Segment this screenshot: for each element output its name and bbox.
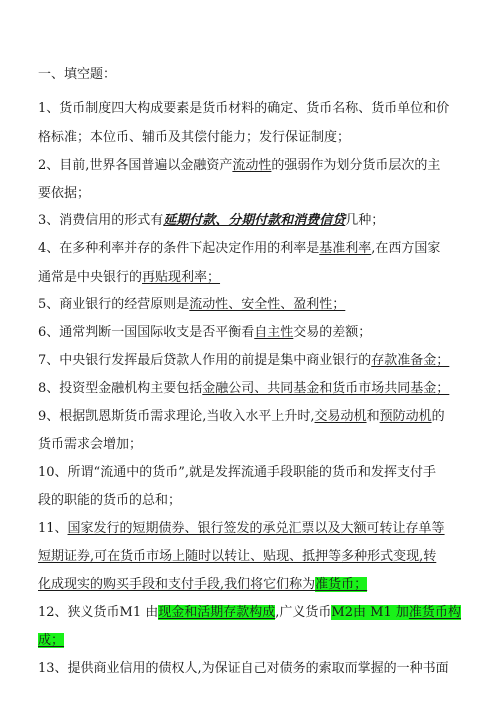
q1-line-2: 格标准；本位币、辅币及其偿付能力；发行保证制度；	[38, 130, 351, 145]
q4-answer-2: 再贴现利率；	[142, 270, 221, 285]
q3-answer: 延期付款、分期付款和消费信贷	[163, 213, 346, 228]
q12-answer-1: 现金和活期存款构成	[158, 605, 276, 620]
q9-text-end: 的	[431, 409, 445, 424]
q8-line-1	[38, 381, 449, 397]
q2-text: 2、目前,世界各国普遍以金融资产	[38, 158, 233, 173]
q5-answer: 流动性、安全性、盈利性；	[189, 297, 346, 312]
q12-line-1	[38, 605, 461, 621]
q11-line-2	[38, 549, 436, 565]
q9-answer-1: 交易动机	[314, 409, 367, 424]
q11-text-3: 化成现实的购买手段和支付手段,我们将它们称为	[38, 577, 316, 592]
q6-text: 6、通常判断一国国际收支是否平衡看	[38, 325, 255, 340]
section-heading: 一、填空题：	[38, 67, 117, 82]
q9-line-2: 货币需求会增加；	[38, 437, 143, 452]
q1-line-1: 1、货币制度四大构成要素是货币材料的确定、货币名称、货币单位和价	[38, 101, 450, 116]
q8-answer: 金融公司、共同基金和货币市场共同基金；	[202, 381, 450, 396]
q9-text: 9、根据凯恩斯货币需求理论,当收入水平上升时,	[38, 409, 315, 424]
q7-text: 7、中央银行发挥最后贷款人作用的前提是集中商业银行的	[38, 353, 372, 368]
q10-line-1: 10、所谓“流通中的货币”,就是发挥流通手段职能的货币和发挥支付手	[38, 465, 436, 480]
q2-line-2: 要依据；	[38, 186, 91, 201]
q11-line-1	[38, 521, 445, 537]
q5-text: 5、商业银行的经营原则是	[38, 297, 190, 312]
q13-line-1: 13、提供商业信用的债权人,为保证自己对债务的索取而掌握的一种书面	[38, 661, 449, 676]
q3-line-1	[38, 213, 384, 229]
q6-answer: 自主性	[254, 325, 294, 340]
q7-answer: 存款准备金；	[371, 353, 450, 368]
q11-number: 11、	[38, 521, 68, 536]
q9-answer-2: 预防动机	[379, 409, 432, 424]
q12-answer-2: M2	[331, 605, 354, 620]
q6-text-end: 交易的差额；	[293, 325, 372, 340]
q4-text-end: ,在西方国家	[371, 241, 441, 256]
q3-text-end: 几种；	[345, 213, 385, 228]
q11-text-2: 短期证券,可在货币市场上随时以转让、贴现、抵押等多种形式变现,转	[38, 549, 437, 564]
q6-line-1	[38, 325, 371, 341]
q8-text: 8、投资型金融机构主要包括	[38, 381, 203, 396]
q12-answer-3-cont: 成；	[38, 633, 65, 648]
q11-line-3	[38, 577, 367, 593]
q2-answer: 流动性	[232, 158, 272, 173]
q9-text-mid: 和	[366, 409, 380, 424]
q4-line-1	[38, 241, 440, 257]
q9-line-1	[38, 409, 445, 425]
q4-line-2	[38, 270, 220, 286]
q10-line-2: 段的职能的货币的总和；	[38, 493, 182, 508]
q12-text-mid-2: 由 M1 加	[353, 605, 409, 620]
q5-line-1	[38, 297, 345, 313]
q7-line-1	[38, 353, 449, 369]
q4-answer: 基准利率	[319, 241, 372, 256]
q12-text-mid-1: ,广义货币	[275, 605, 332, 620]
q4-text-2: 通常是中央银行的	[38, 270, 143, 285]
q12-answer-3: 准货币构	[408, 605, 461, 620]
q11-text-1: 国家发行的短期债券、银行签发的承兑汇票以及大额可转让存单等	[67, 521, 445, 536]
q2-text-end: 的强弱作为划分货币层次的主	[271, 158, 441, 173]
q4-text: 4、在多种利率并存的条件下起决定作用的利率是	[38, 241, 320, 256]
q11-answer: 准货币；	[315, 577, 368, 592]
q12-text: 12、狭义货币M1 由	[38, 605, 159, 620]
q2-line-1	[38, 158, 440, 174]
q3-text: 3、消费信用的形式有	[38, 213, 164, 228]
q12-line-2	[38, 633, 64, 649]
